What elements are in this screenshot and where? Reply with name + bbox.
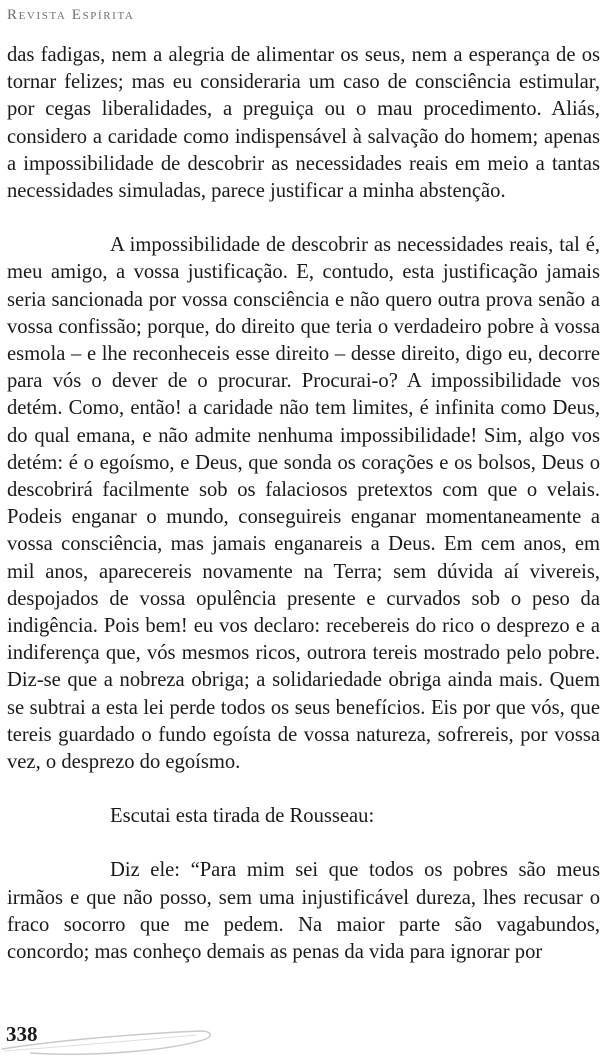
paragraph-continuation: das fadigas, nem a alegria de alimentar os seus, nem a esperança de os tornar felizes; mas eu consideraria um caso de consciência estimular, por cegas liberalidades, a preguiça ou o mau procedimento. Aliás, considero a caridade como indispensável à salvação do homem; apenas a impossibilidade de descobrir as necessidades reais em meio a tantas necessidades simuladas, parece justificar a minha abstenção. — [7, 44, 600, 203]
paragraph-justification: A impossibilidade de descobrir as necessidades reais, tal é, meu amigo, a vossa justificação. E, contudo, esta justificação jamais seria sancionada por vossa consciência e não quero outra prova senão a vossa confissão; porque, do direito que teria o verdadeiro pobre à vossa esmola – e lhe reconheceis esse direito – desse direito, digo eu, decorre para vós o dever de o procurar. Procurai-o? A impossibilidade vos detém. Como, então! a caridade não tem limites, é infinita como Deus, do qual emana, e não admite nenhuma impossibilidade! Sim, algo vos detém: é o egoísmo, e Deus, que sonda os corações e os bolsos, Deus o descobrirá facilmente sob os falaciosos pretextos com que o velais. Podeis enganar o mundo, conseguireis enganar momentaneamente a vossa consciência, mas jamais enganareis a Deus. Em cem anos, em mil anos, aparecereis novamente na Terra; sem dúvida aí vivereis, despojados de vossa opulência presente e curvados sob o peso da indigência. Pois bem! eu vos declaro: recebereis do rico o desprezo e a indiferença que, vós mesmos ricos, outrora tereis mostrado pelo pobre. Diz-se que a nobreza obriga; a solidariedade obriga ainda mais. Quem se subtrai a esta lei perde todos os seus benefícios. Eis por que vós, que tereis guardado o fundo egoísta de vossa natureza, sofrereis, por vossa vez, o desprezo do egoísmo. — [7, 234, 600, 774]
paragraph-rousseau-quote: Diz ele: “Para mim sei que todos os pobres são meus irmãos e que não posso, sem uma injustificável dureza, lhes recusar o fraco socorro que me pedem. Na maior parte são vagabundos, concordo; mas conheço demais as penas da vida para ignorar por — [7, 859, 600, 964]
page-footer — [0, 1013, 607, 1057]
running-header-title: Revista Espírita — [7, 7, 135, 23]
body-text — [7, 42, 600, 966]
paragraph-rousseau-intro: Escutai esta tirada de Rousseau: — [110, 805, 375, 828]
page-number: 338 — [6, 1022, 38, 1046]
